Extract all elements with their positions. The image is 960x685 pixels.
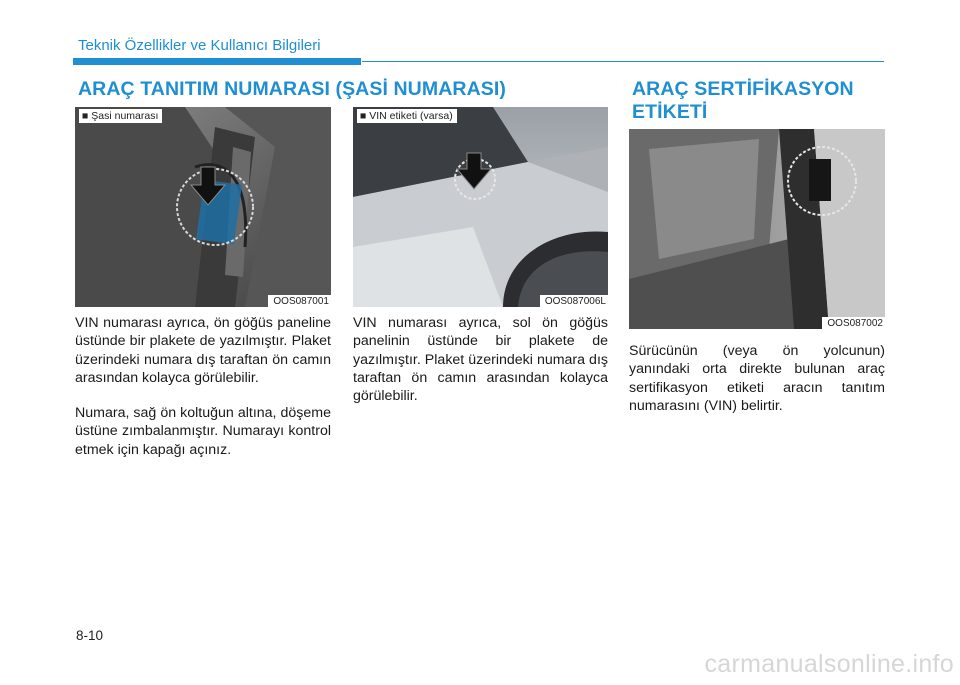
figure-chassis-number <box>75 107 331 307</box>
figure-vin-label <box>353 107 608 307</box>
header-rule-thin <box>362 61 884 62</box>
certification-photo-illustration <box>629 129 885 329</box>
figure-code-certification: OOS087002 <box>822 317 885 329</box>
header-rule-thick <box>73 58 361 65</box>
section-title-cert-line2: ETİKETİ <box>632 101 708 123</box>
col3-paragraph-1: Sürücünün (veya ön yolcunun) yanındaki orta direkte bulunan araç sertifikasyon etiketi aracın tanıtım numarasını (VIN) belirtir. <box>629 343 885 414</box>
chassis-photo-illustration <box>75 107 331 307</box>
col1-paragraph-2: Numara, sağ ön koltuğun altına, döşeme üstüne zımbalanmıştır. Numarayı kontrol etmek için kapağı açınız. <box>75 405 331 458</box>
figure-label-vin: ■ VIN etiketi (varsa) <box>357 109 457 123</box>
watermark: carmanualsonline.info <box>704 650 954 678</box>
section-title-certification <box>632 78 854 124</box>
figure-certification-label <box>629 129 885 329</box>
col1-paragraph-1: VIN numarası ayrıca, ön göğüs paneline üstünde bir plakete de yazılmıştır. Plaket üzerindeki numara dış taraftan ön camın arasından kolayca görülebilir. <box>75 315 331 386</box>
running-header: Teknik Özellikler ve Kullanıcı Bilgileri <box>78 37 321 54</box>
section-title-cert-line1: ARAÇ SERTİFİKASYON <box>632 78 854 100</box>
figure-code-vin: OOS087006L <box>540 295 608 307</box>
figure-code-chassis: OOS087001 <box>268 295 331 307</box>
figure-label-chassis: ■ Şasi numarası <box>79 109 162 123</box>
section-title-vin: ARAÇ TANITIM NUMARASI (ŞASİ NUMARASI) <box>78 78 506 100</box>
col2-paragraph-1: VIN numarası ayrıca, sol ön göğüs panelinin üstünde bir plakete de yazılmıştır. Plaket üzerindeki numara dış taraftan ön camın arasından kolayca görülebilir. <box>353 315 608 405</box>
vin-label-photo-illustration <box>353 107 608 307</box>
page-number: 8-10 <box>76 628 104 643</box>
